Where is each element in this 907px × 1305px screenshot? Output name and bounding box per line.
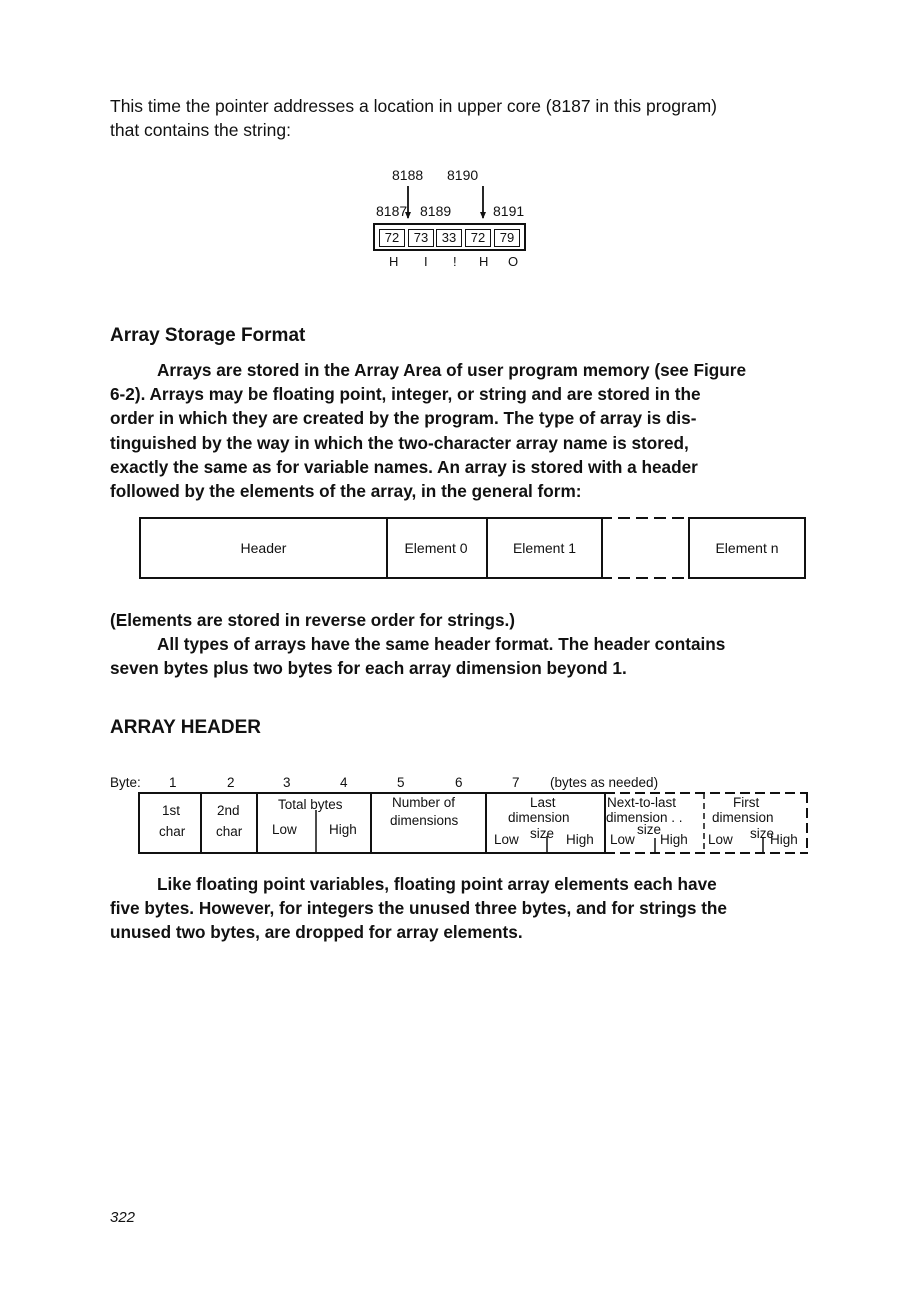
size-label: size	[750, 826, 775, 841]
element-1-box: Element 1	[486, 517, 603, 579]
memory-cell: 73	[408, 229, 434, 247]
char-label: O	[508, 254, 519, 269]
paragraph-line: five bytes. However, for integers the unused three bytes, and for strings the	[110, 898, 727, 919]
size-label: size	[637, 822, 662, 837]
byte-number: 6	[455, 775, 463, 790]
byte-number: 2	[227, 775, 235, 790]
byte-number: 3	[283, 775, 291, 790]
address-label: 8191	[493, 203, 525, 219]
section-heading-array-storage: Array Storage Format	[110, 325, 306, 346]
paragraph-line: 6-2). Arrays may be floating point, integer, or string and are stored in the	[110, 384, 701, 405]
intro-line-2: that contains the string:	[110, 120, 291, 140]
last-label: Last	[530, 795, 556, 810]
paragraph-line: Like floating point variables, floating point array elements each have	[157, 874, 717, 894]
paragraph-line: tinguished by the way in which the two-character array name is stored,	[110, 432, 689, 453]
first-label: First	[733, 795, 760, 810]
reverse-order-note: (Elements are stored in reverse order for strings.)	[110, 610, 515, 630]
address-label: 8188	[392, 167, 424, 183]
memory-cell: 79	[494, 229, 520, 247]
byte-number: 1	[169, 775, 177, 790]
char-label: I	[424, 254, 428, 269]
first-char-label: char	[159, 824, 186, 839]
second-char-label: char	[216, 824, 243, 839]
byte-number: 5	[397, 775, 405, 790]
address-label: 8190	[447, 167, 479, 183]
closing-paragraph	[110, 872, 810, 945]
paragraph-line: All types of arrays have the same header format. The header contains	[157, 634, 726, 655]
next-to-last-label: Next-to-last	[607, 795, 677, 810]
byte-number: 7	[512, 775, 520, 790]
section-heading-array-header: ARRAY HEADER	[110, 717, 261, 738]
high-label: High	[566, 832, 594, 847]
dimension-label: dimension	[712, 810, 774, 825]
element-n-box: Element n	[688, 517, 806, 579]
paragraph-line: unused two bytes, are dropped for array elements.	[110, 922, 523, 943]
memory-cell: 33	[436, 229, 462, 247]
low-label: Low	[708, 832, 733, 847]
high-label: High	[770, 832, 798, 847]
paragraph-line: order in which they are created by the program. The type of array is dis-	[110, 408, 697, 429]
dimension-dots-label: dimension . .	[606, 810, 683, 825]
memory-cells	[373, 223, 526, 251]
char-label: H	[479, 254, 489, 269]
number-of-label: Number of	[392, 795, 456, 810]
element-0-box: Element 0	[386, 517, 488, 579]
paragraph-line: Arrays are stored in the Array Area of user program memory (see Figure	[157, 360, 747, 380]
ellipsis-dashes	[600, 515, 692, 581]
header-box: Header	[139, 517, 388, 579]
first-char-label: 1st	[162, 803, 181, 818]
byte-label: Byte:	[110, 775, 141, 790]
intro-paragraph	[110, 94, 810, 142]
paragraph-line: exactly the same as for variable names. An array is stored with a header	[110, 456, 698, 477]
after-layout-paragraph	[110, 608, 810, 681]
low-label: Low	[272, 822, 297, 837]
second-char-label: 2nd	[217, 803, 240, 818]
intro-line-1: This time the pointer addresses a location in upper core (8187 in this program)	[110, 96, 717, 116]
low-label: Low	[494, 832, 519, 847]
low-label: Low	[610, 832, 635, 847]
size-label: size	[530, 826, 555, 841]
address-label: 8189	[420, 203, 452, 219]
array-storage-paragraph	[110, 358, 810, 503]
address-label: 8187	[376, 203, 408, 219]
memory-cell: 72	[379, 229, 405, 247]
high-label: High	[660, 832, 688, 847]
dimensions-label: dimensions	[390, 813, 459, 828]
byte-number: 4	[340, 775, 348, 790]
paragraph-line: seven bytes plus two bytes for each array dimension beyond 1.	[110, 658, 627, 679]
char-label: H	[389, 254, 399, 269]
memory-cell: 72	[465, 229, 491, 247]
page-number: 322	[110, 1209, 136, 1226]
char-label: !	[453, 254, 457, 269]
bytes-needed-label: (bytes as needed)	[550, 775, 659, 790]
total-bytes-label: Total bytes	[278, 797, 343, 812]
high-label: High	[329, 822, 357, 837]
dimension-label: dimension	[508, 810, 570, 825]
paragraph-line: followed by the elements of the array, in the general form:	[110, 481, 582, 502]
